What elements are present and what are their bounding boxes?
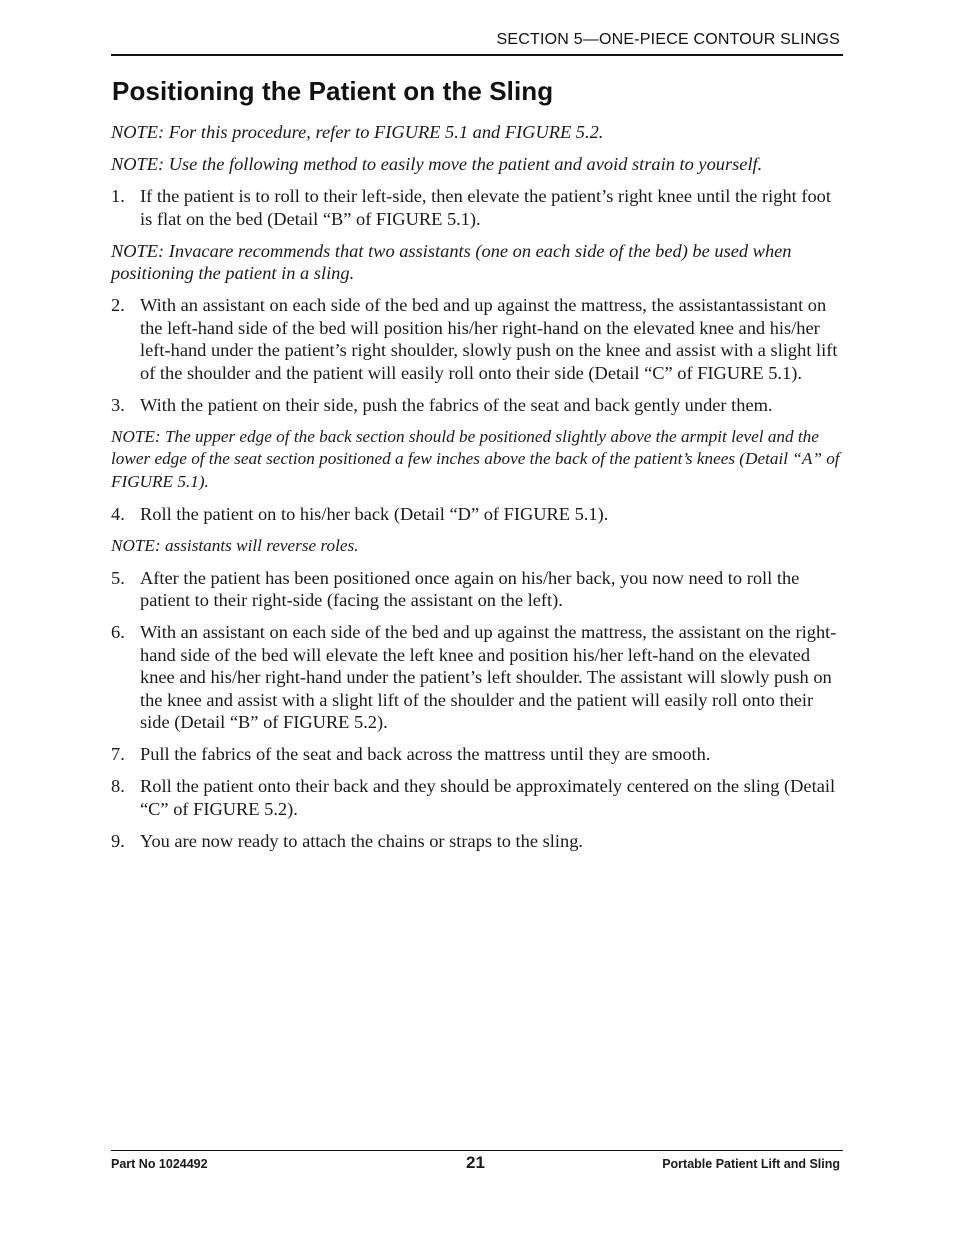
note-two-assistants: NOTE: Invacare recommends that two assistants (one on each side of the bed) be used when positioning the patient in a sling.	[111, 240, 792, 283]
step-8	[111, 775, 845, 820]
step-text: With the patient on their side, push the fabrics of the seat and back gently under them.	[140, 394, 773, 415]
step-text: With an assistant on each side of the bed and up against the mattress, the assistantassistant on the left-hand side of the bed will position his/her right-hand on the elevated knee and his/her left-hand under the patient’s right shoulder, slowly push on the knee and assist with a slight lift of the shoulder and the patient will easily roll onto their side (Detail “C” of FIGURE 5.1).	[140, 295, 838, 383]
note-refer-figures: NOTE: For this procedure, refer to FIGURE 5.1 and FIGURE 5.2.	[111, 122, 604, 142]
step-2	[111, 294, 845, 384]
note-reverse-roles: NOTE: assistants will reverse roles.	[111, 535, 359, 555]
step-6	[111, 621, 845, 734]
note-method: NOTE: Use the following method to easily move the patient and avoid strain to yourself.	[111, 154, 763, 174]
step-text: If the patient is to roll to their left-side, then elevate the patient’s right knee until the right foot is flat on the bed (Detail “B” of FIGURE 5.1).	[140, 186, 831, 229]
step-number: 3.	[111, 394, 125, 415]
step-number: 4.	[111, 503, 125, 524]
step-text: With an assistant on each side of the bed and up against the mattress, the assistant on the right-hand side of the bed will elevate the left knee and position his/her left-hand on the elevated knee and his/her right-hand under the patient’s left shoulder. The assistant will slowly push on the knee and assist with a slight lift of the shoulder and the patient will easily roll onto their side (Detail “B” of FIGURE 5.2).	[140, 622, 837, 732]
page-number: 21	[466, 1153, 485, 1172]
step-text: After the patient has been positioned once again on his/her back, you now need to roll the patient to their right-side (facing the assistant on the left).	[140, 567, 800, 610]
step-3	[111, 394, 845, 417]
step-number: 6.	[111, 622, 125, 642]
step-5	[111, 567, 845, 612]
header-rule	[111, 54, 843, 56]
procedure-body	[111, 121, 845, 862]
page-footer	[111, 1153, 840, 1175]
step-9	[111, 830, 845, 853]
footer-rule	[111, 1150, 843, 1151]
step-number: 7.	[111, 744, 125, 764]
step-text: Roll the patient on to his/her back (Detail “D” of FIGURE 5.1).	[140, 503, 609, 524]
step-1	[111, 185, 845, 230]
step-number: 8.	[111, 776, 125, 796]
note-section-edges: NOTE: The upper edge of the back section should be positioned slightly above the armpit level and the lower edge of the seat section positioned a few inches above the back of the patient’s knees (Detail “A” of FIGURE 5.1).	[111, 426, 840, 491]
page-title: Positioning the Patient on the Sling	[112, 76, 554, 106]
section-header: SECTION 5—ONE-PIECE CONTOUR SLINGS	[496, 31, 840, 48]
step-4	[111, 503, 845, 526]
step-number: 1.	[111, 186, 125, 206]
step-text: Roll the patient onto their back and they should be approximately centered on the sling (Detail “C” of FIGURE 5.2).	[140, 776, 836, 819]
footer-product-name: Portable Patient Lift and Sling	[662, 1157, 840, 1171]
step-number: 5.	[111, 567, 125, 588]
step-number: 2.	[111, 295, 125, 315]
step-7	[111, 743, 845, 766]
footer-part-number: Part No 1024492	[111, 1157, 208, 1171]
step-text: You are now ready to attach the chains or straps to the sling.	[140, 830, 583, 851]
step-text: Pull the fabrics of the seat and back across the mattress until they are smooth.	[140, 744, 711, 764]
step-number: 9.	[111, 830, 125, 851]
